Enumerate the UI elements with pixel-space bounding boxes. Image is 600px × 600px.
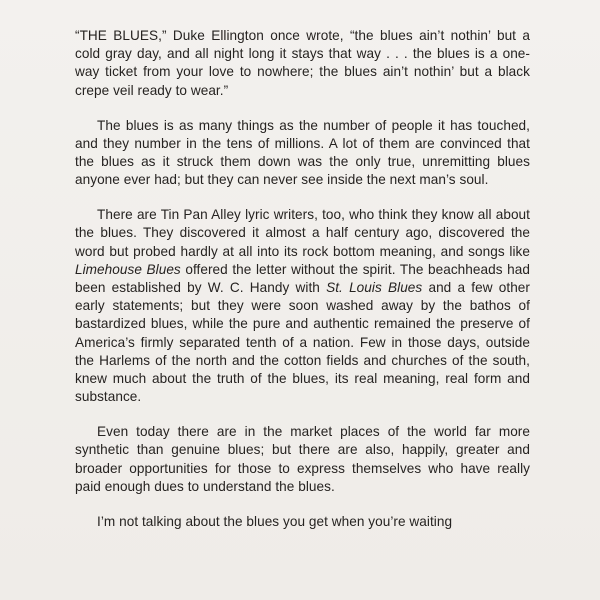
paragraph-text: and a few other early statements; but they were soon washed away by the bathos of bastardized blues, while the pure and authentic remained the preserve of America’s firmly separated tenth of a nation. Few in those days, outside the Harlems of the north and the cotton fields and churches of the south, knew much about the truth of the blues, its real meaning, real form and substance. — [75, 280, 530, 405]
paragraph-many-things — [75, 117, 530, 190]
paragraph-ellington-quote — [75, 27, 530, 100]
song-title-limehouse-blues: Limehouse Blues — [75, 261, 181, 277]
paragraph-even-today — [75, 423, 530, 496]
paragraph-text: I’m not talking about the blues you get when you’re waiting — [97, 513, 453, 529]
paragraph-text: “THE BLUES,” Duke Ellington once wrote, “the blues ain’t nothin’ but a cold gray day, and all night long it stays that way . . . the blues is a one-way ticket from your love to nowhere; the blues ain’t nothin’ but a black crepe veil ready to wear.” — [75, 28, 530, 98]
paragraph-not-talking — [75, 513, 530, 531]
paragraph-text: Even today there are in the market places of the world far more synthetic than genuine blues; but there are also, happily, greater and broader opportunities for those to express themselves who have really paid enough dues to understand the blues. — [75, 424, 530, 494]
paragraph-tin-pan-alley — [75, 206, 530, 406]
song-title-st-louis-blues: St. Louis Blues — [326, 280, 423, 296]
paragraph-text: The blues is as many things as the number of people it has touched, and they number in the tens of millions. A lot of them are convinced that the blues as it struck them down was the only true, unremitting blues anyone ever had; but they can never see inside the next man’s soul. — [75, 117, 530, 188]
paragraph-text: There are Tin Pan Alley lyric writers, too, who think they know all about the blues. They discovered it almost a half century ago, discovered the word but probed hardly at all into its rock bottom meaning, and songs like — [75, 207, 530, 259]
paragraph-text: offered the letter without the spirit. The beachheads had been established by W. C. Handy with — [75, 261, 530, 296]
